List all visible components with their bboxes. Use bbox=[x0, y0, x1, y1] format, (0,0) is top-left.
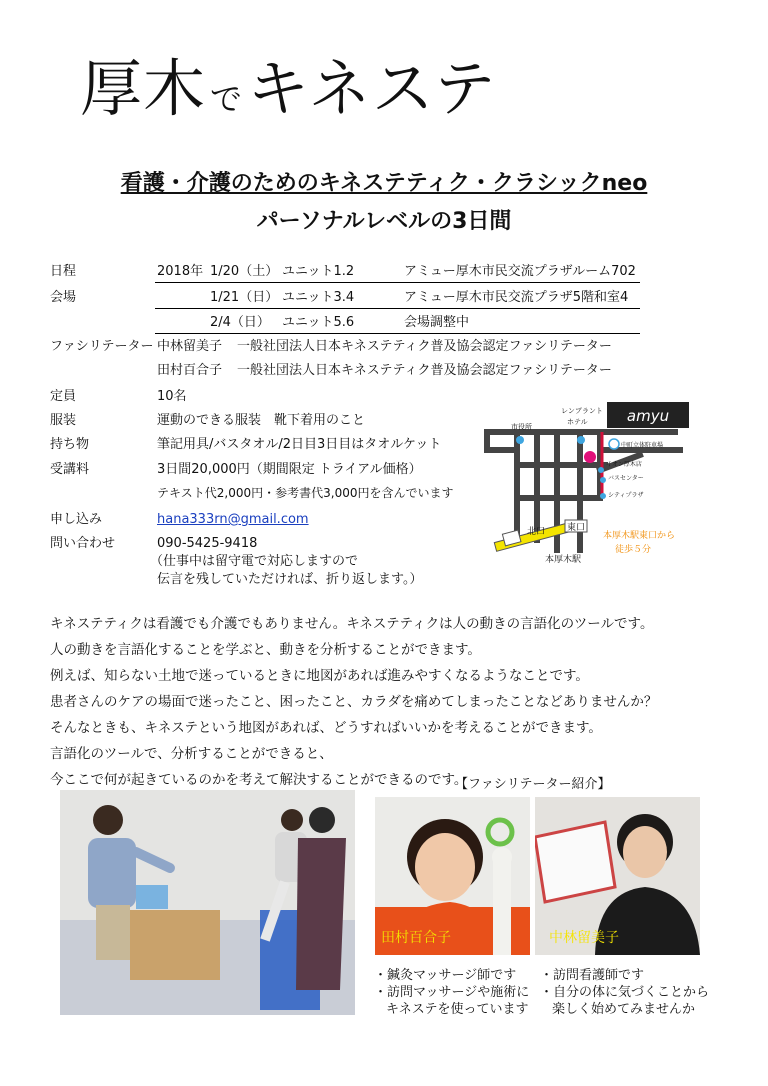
page-title: 厚木 でキネステ bbox=[80, 52, 497, 125]
map-marker-aeon bbox=[598, 467, 604, 473]
schedule-date-1: 1/20（土） bbox=[210, 264, 279, 279]
caption-left-3: キネステを使っています bbox=[386, 1002, 529, 1017]
map-hotel-1: レンブラント bbox=[561, 407, 603, 415]
apply-email-link[interactable]: hana333rn@gmail.com bbox=[157, 512, 309, 527]
map-brand: amyu bbox=[626, 407, 670, 425]
facilitator-name-1: 中林留美子 bbox=[157, 339, 223, 354]
body-line-4: 患者さんのケアの場面で迷ったこと、困ったこと、カラダを痛めてしまったことなどありませんか？ bbox=[50, 694, 658, 710]
subtitle-course: 看護・介護のためのキネステティク・クラシックneo bbox=[120, 171, 648, 196]
map-north-exit: 北口 bbox=[527, 527, 546, 537]
divider bbox=[155, 308, 640, 309]
label-apply: 申し込み bbox=[50, 512, 103, 527]
caption-right-3: 楽しく始めてみませんか bbox=[552, 1002, 696, 1017]
schedule-unit-2: ユニット3.4 bbox=[282, 290, 355, 305]
capacity-value: 10名 bbox=[157, 389, 187, 404]
contact-phone: 090-5425-9418 bbox=[157, 536, 258, 551]
caption-left-1: ・鍼灸マッサージ師です bbox=[374, 968, 517, 983]
schedule-place-3: 会場調整中 bbox=[404, 315, 470, 330]
schedule-place-1: アミュー厚木市民交流プラザルーム702 bbox=[404, 264, 636, 279]
map-hotel-2: ホテル bbox=[567, 418, 588, 426]
body-line-6: 言語化のツールで、分析することができると、 bbox=[50, 746, 333, 762]
map-parking: 中町立体駐車場 bbox=[621, 442, 664, 449]
map-marker-plaza bbox=[600, 493, 606, 499]
map-aeon: イオン厚木店 bbox=[606, 461, 642, 468]
facilitator-desc-1: 一般社団法人日本キネステティク普及協会認定ファシリテーター bbox=[237, 339, 612, 354]
clothing-value: 運動のできる服装 靴下着用のこと bbox=[157, 413, 366, 428]
schedule-date-3: 2/4（日） bbox=[210, 315, 270, 330]
body-line-1: キネステティクは看護でも介護でもありません。キネステティクは人の動きの言語化のツールです。 bbox=[50, 616, 654, 632]
fee-value: 3日間20,000円（期間限定 トライアル価格） bbox=[157, 462, 422, 477]
divider bbox=[155, 333, 640, 334]
label-items: 持ち物 bbox=[50, 437, 90, 452]
portrait-name-tamura: 田村百合子 bbox=[381, 930, 451, 946]
contact-note-1: （仕事中は留守電で対応しますので bbox=[150, 554, 359, 569]
portrait-nakabayashi bbox=[535, 797, 700, 955]
parking-icon bbox=[609, 439, 619, 449]
label-venue: 会場 bbox=[50, 290, 77, 305]
caption-left-2: ・訪問マッサージや施術に bbox=[374, 985, 530, 1000]
schedule-unit-3: ユニット5.6 bbox=[282, 315, 355, 330]
body-line-2: 人の動きを言語化することを学ぶと、動きを分析することができます。 bbox=[50, 642, 481, 658]
label-fee: 受講料 bbox=[50, 462, 90, 477]
map-cityhall: 市役所 bbox=[511, 423, 532, 431]
label-clothing: 服装 bbox=[50, 413, 77, 428]
schedule-place-2: アミュー厚木市民交流プラザ5階和室4 bbox=[404, 290, 629, 305]
portrait-tamura bbox=[375, 797, 530, 955]
body-line-5: そんなときも、キネステという地図があれば、どうすればいいかを考えることができます。 bbox=[50, 720, 602, 736]
body-line-3: 例えば、知らない土地で迷っているときに地図があれば進みやすくなるようなことです。 bbox=[50, 668, 589, 684]
contact-note-2: 伝言を残していただければ、折り返します。） bbox=[157, 572, 423, 587]
group-photo bbox=[60, 790, 355, 1015]
schedule-date-2: 1/21（日） bbox=[210, 290, 279, 305]
access-map bbox=[475, 400, 695, 578]
map-plaza: シティプラザ bbox=[608, 492, 644, 499]
map-bus: バスセンター bbox=[608, 475, 644, 482]
portrait-name-nakabayashi: 中林留美子 bbox=[549, 930, 619, 946]
map-marker-amyu bbox=[584, 451, 596, 463]
items-value: 筆記用具/バスタオル/2日目3日目はタオルケット bbox=[157, 437, 442, 452]
body-line-7: 今ここで何が起きているのかを考えて解決することができるのです。 bbox=[50, 772, 468, 788]
facilitator-name-2: 田村百合子 bbox=[157, 363, 223, 378]
label-date: 日程 bbox=[50, 264, 77, 279]
map-marker-hotel bbox=[577, 436, 585, 444]
map-walk-2: 徒歩５分 bbox=[615, 545, 652, 555]
map-marker-cityhall bbox=[516, 436, 524, 444]
facilitator-intro-heading: 【ファシリテーター紹介】 bbox=[455, 777, 611, 792]
map-east-exit: 東口 bbox=[567, 523, 586, 533]
map-marker-bus bbox=[600, 477, 606, 483]
caption-right-2: ・自分の体に気づくことから bbox=[540, 985, 710, 1000]
fee-note: テキスト代2,000円・参考書代3,000円を含んでいます bbox=[157, 486, 454, 500]
caption-right-1: ・訪問看護師です bbox=[540, 968, 645, 983]
label-contact: 問い合わせ bbox=[50, 536, 116, 551]
schedule-year: 2018年 bbox=[157, 264, 204, 279]
map-station: 本厚木駅 bbox=[545, 555, 582, 565]
facilitator-desc-2: 一般社団法人日本キネステティク普及協会認定ファシリテーター bbox=[237, 363, 612, 378]
subtitle-level: パーソナルレベルの3日間 bbox=[256, 209, 512, 234]
label-capacity: 定員 bbox=[50, 389, 77, 404]
schedule-unit-1: ユニット1.2 bbox=[282, 264, 355, 279]
label-facilitator: ファシリテーター bbox=[50, 339, 154, 354]
map-walk-1: 本厚木駅東口から bbox=[603, 531, 676, 541]
divider bbox=[155, 282, 640, 283]
